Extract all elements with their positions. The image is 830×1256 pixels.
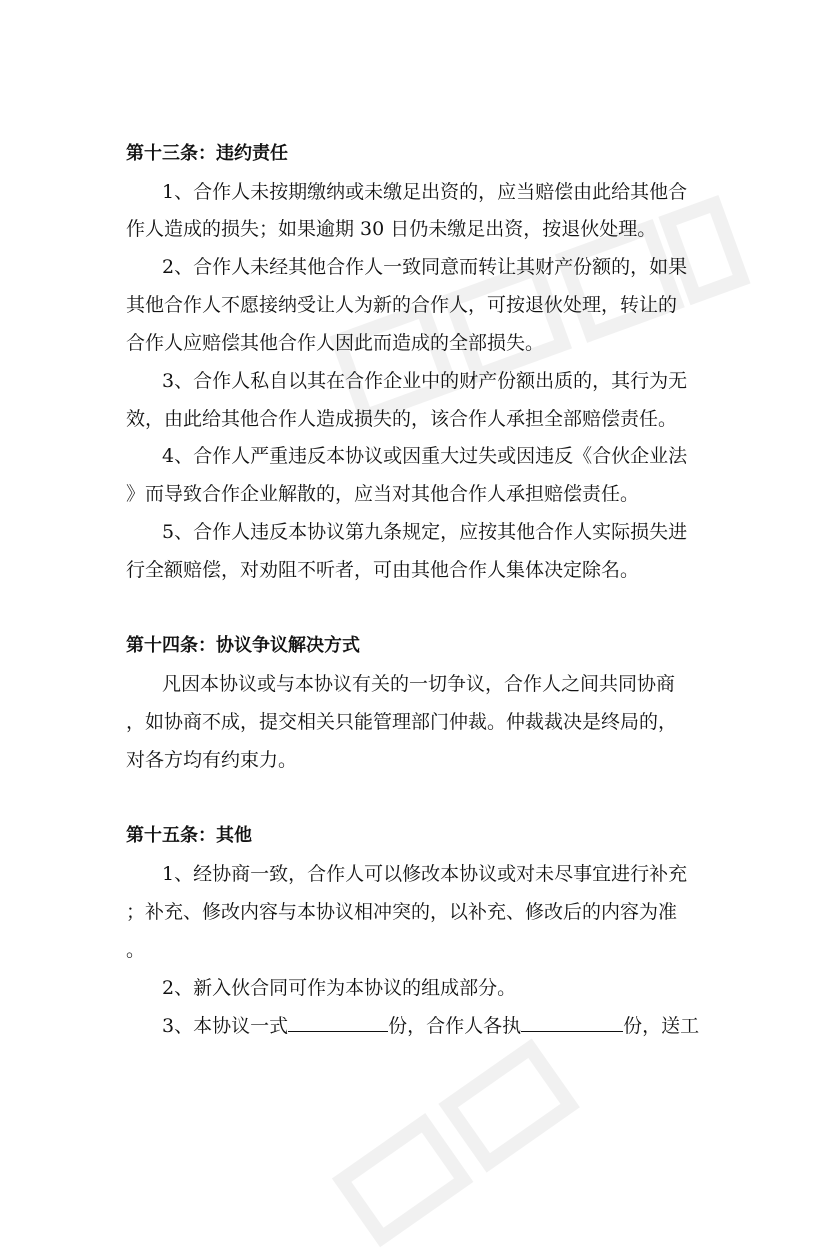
section-13-line: 合作人应赔偿其他合作人因此而造成的全部损失。 <box>126 332 545 354</box>
section-15-last-line <box>162 1013 699 1039</box>
section-15-line: 1、经协商一致，合作人可以修改本协议或对未尽事宜进行补充 <box>162 863 688 885</box>
section-15-heading: 第十五条：其他 <box>126 825 252 846</box>
section-15-line: 。 <box>126 939 146 961</box>
section-13-line: 2、合作人未经其他合作人一致同意而转让其财产份额的，如果 <box>162 256 688 278</box>
section-14-heading: 第十四条：协议争议解决方式 <box>126 635 360 656</box>
copies-text: 3、本协议一式 <box>162 1015 289 1037</box>
send-text: 份，送工 <box>623 1015 700 1037</box>
section-13-line: 行全额赔偿，对劝阻不听者，可由其他合作人集体决定除名。 <box>126 559 640 581</box>
section-15-line: 2、新入伙合同可作为本协议的组成部分。 <box>162 977 517 999</box>
section-13-line: 5、合作人违反本协议第九条规定，应按其他合作人实际损失进 <box>162 521 688 543</box>
section-13-line: 3、合作人私自以其在合作企业中的财产份额出质的，其行为无 <box>162 370 688 392</box>
section-13-line: 效，由此给其他合作人造成损失的，该合作人承担全部赔偿责任。 <box>126 408 678 430</box>
section-15-line: ；补充、修改内容与本协议相冲突的，以补充、修改后的内容为准 <box>126 901 678 923</box>
copies-blank <box>288 1013 388 1032</box>
section-13-line: 作人造成的损失；如果逾期 30 日仍未缴足出资，按退伙处理。 <box>126 218 657 240</box>
section-14-line: 对各方均有约束力。 <box>126 749 298 771</box>
each-party-blank <box>521 1013 623 1032</box>
each-party-text: 份，合作人各执 <box>388 1015 522 1037</box>
section-14-line: ，如协商不成，提交相关只能管理部门仲裁。仲裁裁决是终局的， <box>126 711 678 733</box>
section-13-line: 》而导致合作企业解散的，应当对其他合作人承担赔偿责任。 <box>126 483 640 505</box>
watermark-graphic-bottom <box>325 1024 595 1255</box>
section-13-line: 其他合作人不愿接纳受让人为新的合作人，可按退伙处理，转让的 <box>126 294 678 316</box>
section-13-heading: 第十三条：违约责任 <box>126 143 288 164</box>
section-14-line: 凡因本协议或与本协议有关的一切争议，合作人之间共同协商 <box>162 673 676 695</box>
section-13-line: 4、合作人严重违反本协议或因重大过失或因违反《合伙企业法 <box>162 445 688 467</box>
section-13-line: 1、合作人未按期缴纳或未缴足出资的，应当赔偿由此给其他合 <box>162 181 688 203</box>
